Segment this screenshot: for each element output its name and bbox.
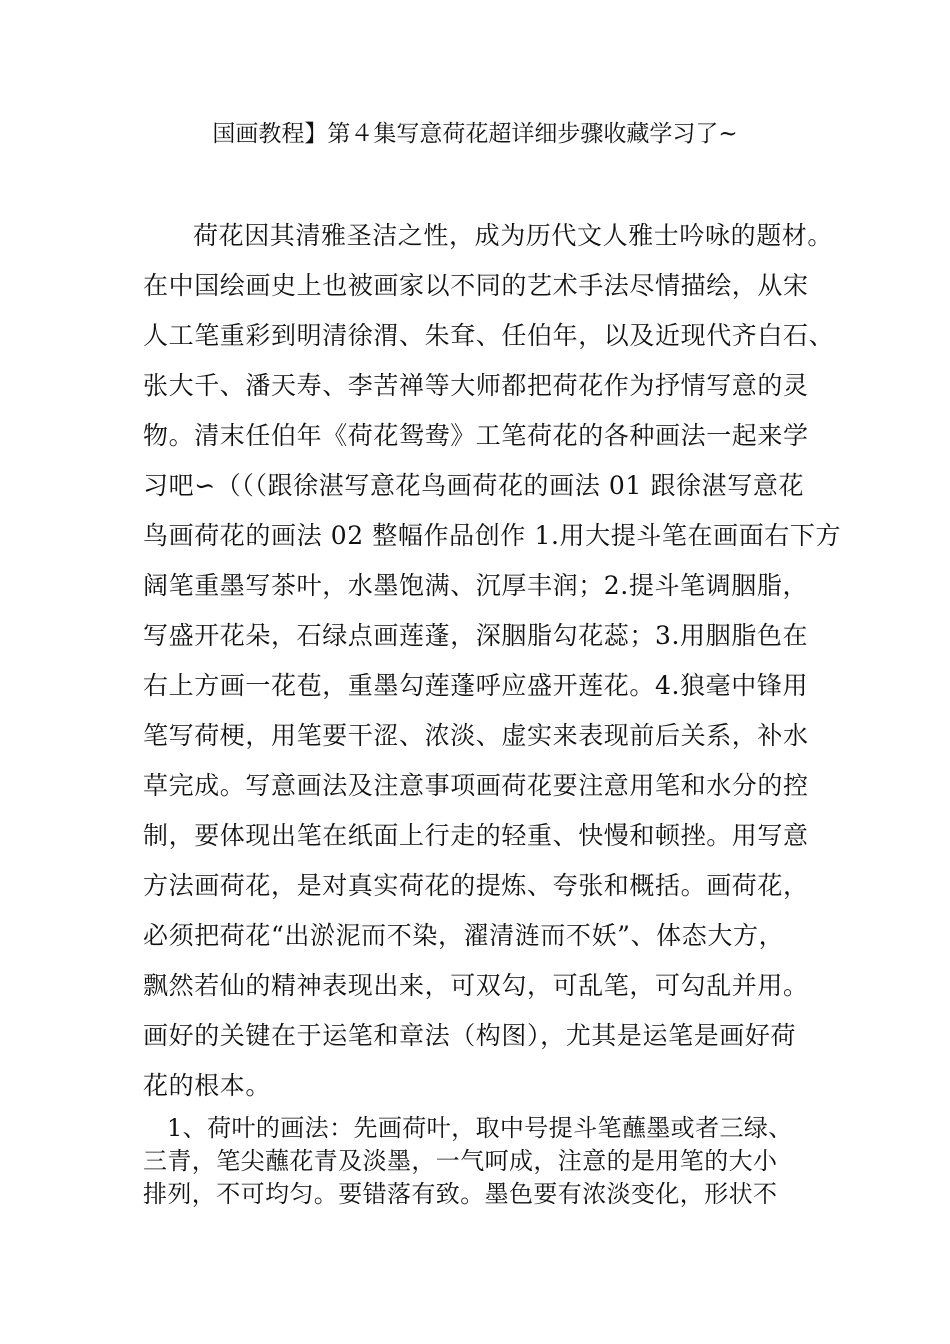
- paragraph-line: 三青，笔尖蘸花青及淡墨，一气呵成，注意的是用笔的大小: [143, 1147, 778, 1175]
- paragraph-line: 写盛开花朵，石绿点画莲蓬，深胭脂勾花蕊；3.用胭脂色在: [143, 621, 809, 650]
- paragraph-line: 方法画荷花，是对真实荷花的提炼、夸张和概括。画荷花，: [143, 871, 809, 900]
- paragraph-line: 在中国绘画史上也被画家以不同的艺术手法尽情描绘，从宋: [143, 271, 809, 300]
- paragraph-line: 荷花因其清雅圣洁之性，成为历代文人雅士吟咏的题材。: [193, 221, 834, 250]
- paragraph-line: 花的根本。: [143, 1071, 272, 1100]
- paragraph-line: 1、荷叶的画法：先画荷叶，取中号提斗笔蘸墨或者三绿、: [167, 1114, 793, 1142]
- paragraph-line: 必须把荷花“出淤泥而不染，濯清涟而不妖”、体态大方，: [143, 921, 785, 950]
- paragraph-line: 草完成。写意画法及注意事项画荷花要注意用笔和水分的控: [143, 771, 809, 800]
- paragraph-line: 物。清末任伯年《荷花鸳鸯》工笔荷花的各种画法一起来学: [143, 421, 809, 450]
- paragraph-line: 飘然若仙的精神表现出来，可双勾，可乱笔，可勾乱并用。: [143, 971, 809, 1000]
- paragraph-line: 阔笔重墨写茶叶，水墨饱满、沉厚丰润；2.提斗笔调胭脂，: [143, 571, 809, 600]
- paragraph-line: 画好的关键在于运笔和章法（构图），尤其是运笔是画好荷: [143, 1021, 797, 1050]
- paragraph-line: 人工笔重彩到明清徐渭、朱耷、任伯年，以及近现代齐白石、: [143, 321, 835, 350]
- paragraph-line: 习吧∽（（（跟徐湛写意花鸟画荷花的画法 01 跟徐湛写意花: [143, 471, 805, 500]
- paragraph-line: 张大千、潘天寿、李苦禅等大师都把荷花作为抒情写意的灵: [143, 371, 809, 400]
- paragraph-line: 排列，不可均匀。要错落有致。墨色要有浓淡变化，形状不: [143, 1180, 778, 1208]
- paragraph-line: 制，要体现出笔在纸面上行走的轻重、快慢和顿挫。用写意: [143, 821, 809, 850]
- paragraph-line: 笔写荷梗，用笔要干涩、浓淡、虚实来表现前后关系，补水: [143, 721, 809, 750]
- paragraph-line: 鸟画荷花的画法 02 整幅作品创作 1.用大提斗笔在画面右下方: [143, 521, 842, 550]
- document-title: 国画教程】第４集写意荷花超详细步骤收藏学习了~: [212, 121, 738, 147]
- paragraph-1: [143, 211, 843, 1111]
- paragraph-2: [143, 1112, 843, 1211]
- paragraph-line: 右上方画一花苞，重墨勾莲蓬呼应盛开莲花。4.狼毫中锋用: [143, 671, 809, 700]
